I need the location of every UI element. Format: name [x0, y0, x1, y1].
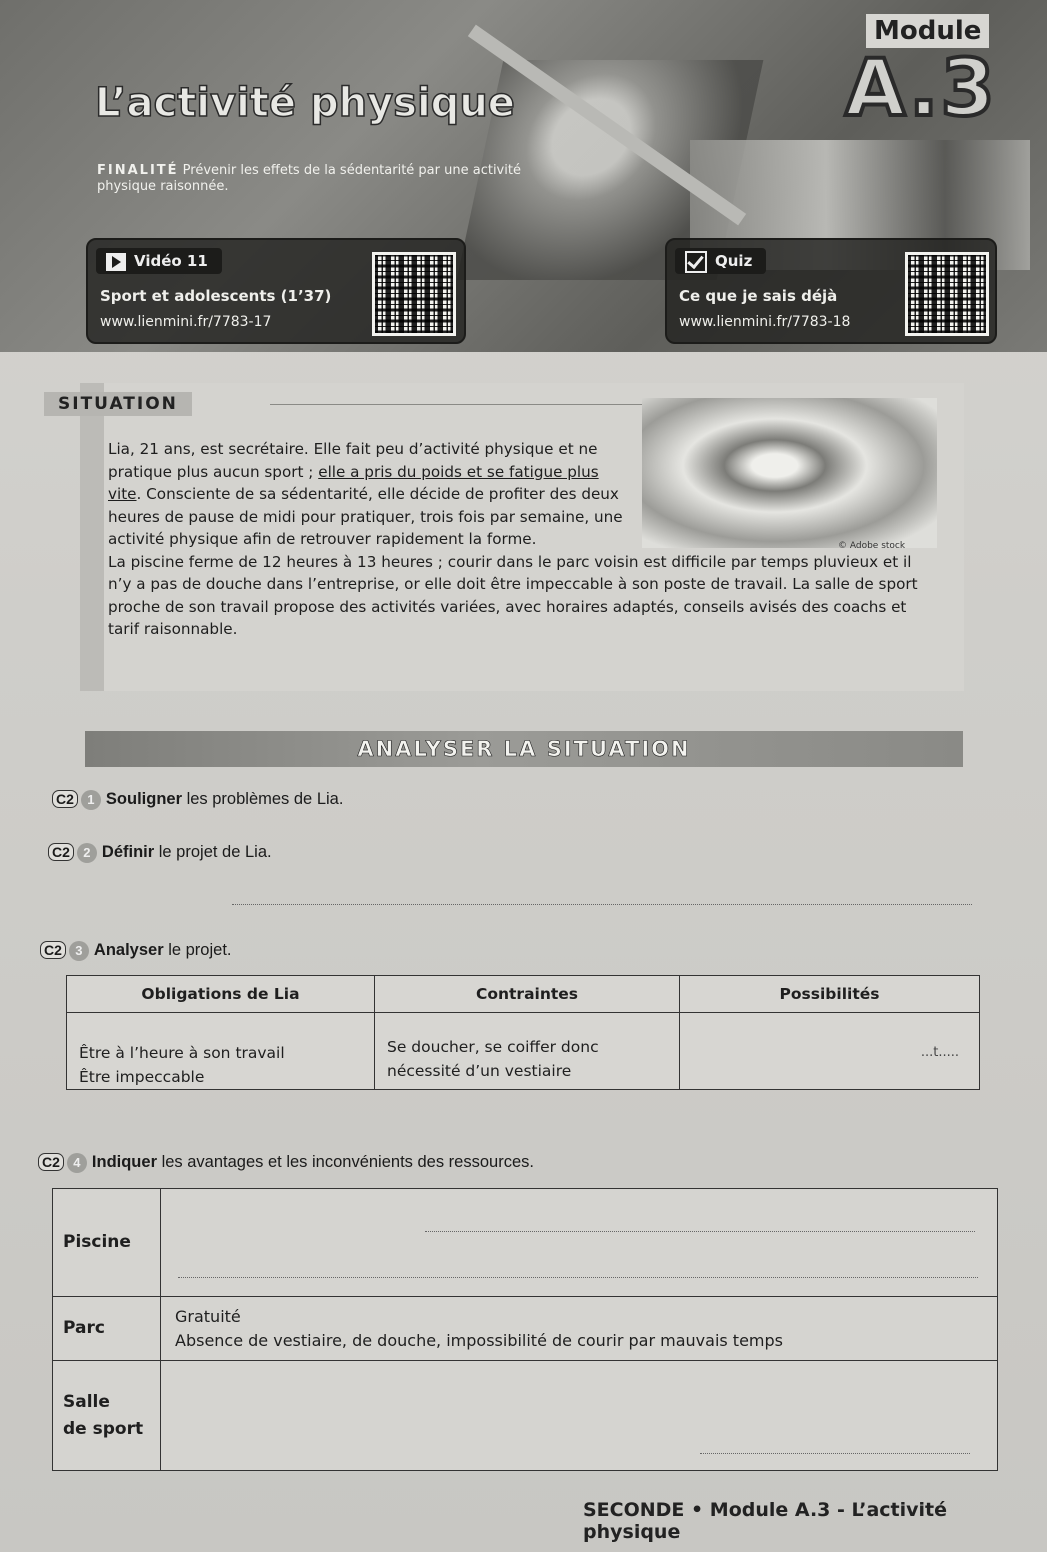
answer-line[interactable] [178, 1277, 978, 1278]
question-number: 4 [67, 1153, 87, 1173]
situation-text [108, 438, 930, 641]
row-answer[interactable] [161, 1361, 998, 1471]
row-answer[interactable] [161, 1189, 998, 1297]
footer: SECONDE • Module A.3 - L’activité physique [583, 1499, 947, 1543]
video-resource[interactable] [86, 238, 466, 344]
video-url[interactable]: www.lienmini.fr/7783-17 [100, 314, 272, 330]
situation-paragraph-1 [108, 438, 628, 551]
competence-badge: C2 [38, 1153, 64, 1171]
competence-badge: C2 [48, 843, 74, 861]
question-verb: Analyser [93, 941, 164, 959]
table-cell-contraintes [375, 1013, 680, 1090]
table-header: Obligations de Lia [67, 976, 375, 1013]
cell-line: nécessité d’un vestiaire [387, 1062, 572, 1080]
question-3 [40, 941, 232, 961]
table-header: Possibilités [680, 976, 980, 1013]
situation-text-1b: . Consciente de sa sédentarité, elle décide de profiter des deux heures de pause de midi pour pratiquer, trois fois par semaine, une activité physique afin de retrouver rapidement la forme. [108, 485, 623, 548]
row-label-line: de sport [63, 1418, 144, 1439]
video-tag [96, 248, 222, 274]
question-number: 1 [81, 790, 101, 810]
analyse-header [85, 731, 963, 767]
photo-credit: © Adobe stock [838, 541, 906, 551]
question-verb: Définir [101, 843, 155, 861]
table-header: Contraintes [375, 976, 680, 1013]
quiz-name: Ce que je sais déjà [679, 287, 838, 305]
finalite-text: Prévenir les effets de la sédentarité par une activité physique raisonnée. [97, 163, 521, 194]
row-label [53, 1361, 161, 1471]
situation-label: SITUATION [44, 392, 192, 416]
table-row [53, 1189, 998, 1297]
quiz-resource[interactable] [665, 238, 997, 344]
quiz-url[interactable]: www.lienmini.fr/7783-18 [679, 314, 851, 330]
play-icon [106, 253, 126, 271]
cell-line: Gratuité [175, 1306, 241, 1326]
video-tag-label: Vidéo 11 [134, 252, 208, 270]
competence-badge: C2 [52, 790, 78, 808]
question-text: les problèmes de Lia. [182, 790, 344, 808]
project-analysis-table [66, 975, 980, 1090]
question-1 [52, 790, 343, 810]
row-answer [161, 1297, 998, 1361]
cell-line: Se doucher, se coiffer donc [387, 1038, 599, 1056]
question-text: les avantages et les inconvénients des ressources. [157, 1153, 534, 1171]
table-row [53, 1297, 998, 1361]
cell-answer: ...t..... [920, 1045, 959, 1060]
video-name: Sport et adolescents (1’37) [100, 287, 332, 305]
qr-code-icon[interactable] [372, 252, 456, 336]
question-verb: Indiquer [91, 1153, 157, 1171]
finalite-label: FINALITÉ [97, 163, 179, 178]
row-label-line: Salle [63, 1391, 110, 1412]
question-number: 2 [77, 843, 97, 863]
page-title: L’activité physique [95, 80, 515, 126]
situation-text-1a: Lia, 21 ans, est secrétaire. Elle fait peu d’activité physique et ne pratique plus aucun sport ; [108, 440, 598, 481]
module-label: Module [866, 14, 989, 48]
quiz-tag [675, 248, 766, 274]
answer-line[interactable] [425, 1231, 975, 1232]
finalite [97, 163, 567, 195]
question-text: le projet de Lia. [154, 843, 272, 861]
question-verb: Souligner [105, 790, 182, 808]
cell-line: Être à l’heure à son travail [79, 1044, 285, 1062]
analyse-title: ANALYSER LA SITUATION [357, 737, 691, 761]
table-cell-obligations [67, 1013, 375, 1090]
question-4 [38, 1153, 534, 1173]
module-code: A.3 [845, 44, 997, 134]
answer-line[interactable] [700, 1453, 970, 1454]
row-label: Piscine [53, 1189, 161, 1297]
row-label: Parc [53, 1297, 161, 1361]
competence-badge: C2 [40, 941, 66, 959]
checkbox-icon [685, 251, 707, 273]
situation-underlined-problem: elle a pris du poids et se fatigue plus vite [108, 462, 599, 503]
question-number: 3 [69, 941, 89, 961]
question-2 [48, 843, 272, 863]
table-row [53, 1361, 998, 1471]
quiz-tag-label: Quiz [715, 252, 753, 270]
qr-code-icon[interactable] [905, 252, 989, 336]
answer-line[interactable] [232, 904, 972, 905]
situation-paragraph-2: La piscine ferme de 12 heures à 13 heures ; courir dans le parc voisin est difficile par temps pluvieux et il n’y a pas de douche dans l’entreprise, or elle doit être impeccable à son poste de travail. La salle de sport proche de son travail propose des activités variées, avec horaires adaptés, conseils avisés des coachs et tarif raisonnable. [108, 552, 918, 638]
question-text: le projet. [163, 941, 232, 959]
table-cell-possibilites[interactable] [680, 1013, 980, 1090]
cell-line: Absence de vestiaire, de douche, impossibilité de courir par mauvais temps [175, 1330, 783, 1350]
cell-line: Être impeccable [79, 1068, 205, 1086]
